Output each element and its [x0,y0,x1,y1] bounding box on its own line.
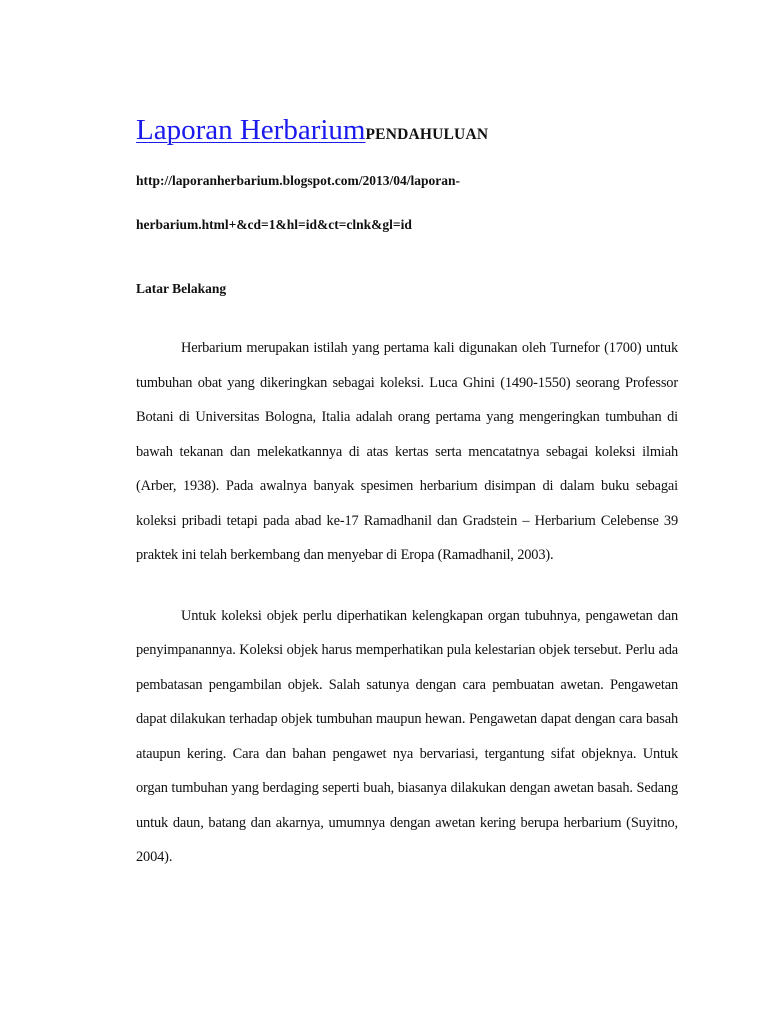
source-url-line-1: http://laporanherbarium.blogspot.com/2013/04/laporan- [136,173,461,188]
source-url-line-2: herbarium.html+&cd=1&hl=id&ct=clnk&gl=id [136,217,412,232]
document-page [136,110,678,875]
title-suffix: PENDAHULUAN [365,126,489,143]
section-heading: Latar Belakang [136,281,227,296]
paragraph-1: Herbarium merupakan istilah yang pertama kali digunakan oleh Turnefor (1700) untuk tumbuhan obat yang dikeringkan sebagai koleksi. Luca Ghini (1490-1550) seorang Professor Botani di Universitas Bologna, Italia adalah orang pertama yang mengeringkan tumbuhan di bawah tekanan dan melekatkannya di atas kertas serta mencatatnya sebagai koleksi ilmiah (Arber, 1938). Pada awalnya banyak spesimen herbarium disimpan di dalam buku sebagai koleksi pribadi tetapi pada abad ke-17 Ramadhanil dan Gradstein – Herbarium Celebense 39 praktek ini telah berkembang dan menyebar di Eropa (Ramadhanil, 2003). [136,340,678,563]
document-title [136,110,678,155]
paragraph-2: Untuk koleksi objek perlu diperhatikan kelengkapan organ tubuhnya, pengawetan dan penyimpanannya. Koleksi objek harus memperhatikan pula kelestarian objek tersebut. Perlu ada pembatasan pengambilan objek. Salah satunya dengan cara pembuatan awetan. Pengawetan dapat dilakukan terhadap objek tumbuhan maupun hewan. Pengawetan dapat dengan cara basah ataupun kering. Cara dan bahan pengawet nya bervariasi, tergantung sifat objeknya. Untuk organ tumbuhan yang berdaging seperti buah, biasanya dilakukan dengan awetan basah. Sedang untuk daun, batang dan akarnya, umumnya dengan awetan kering berupa herbarium (Suyitno, 2004). [136,607,678,865]
title-link[interactable]: Laporan Herbarium [136,114,366,146]
